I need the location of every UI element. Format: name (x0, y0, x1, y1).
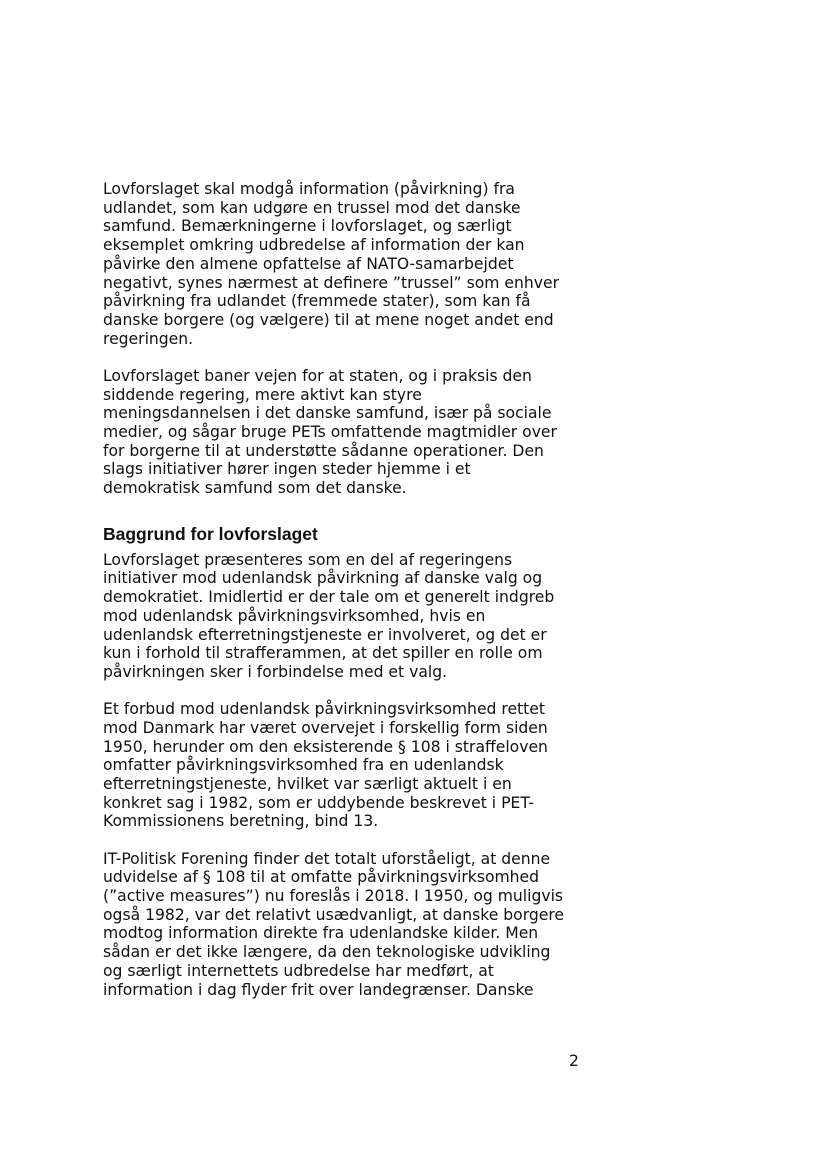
text-line: Kommissionens beretning, bind 13. (103, 812, 379, 831)
paragraph (103, 367, 583, 498)
text-line: demokratiet. Imidlertid er der tale om et generelt indgreb (103, 588, 555, 607)
paragraph (103, 180, 583, 348)
text-line: Lovforslaget skal modgå information (påvirkning) fra (103, 180, 515, 198)
text-line: negativt, synes nærmest at definere ”trussel” som enhver (103, 273, 559, 292)
text-line: regeringen. (103, 329, 194, 348)
text-line: demokratisk samfund som det danske. (103, 479, 407, 498)
text-line: eksemplet omkring udbredelse af information der kan (103, 236, 525, 255)
text-line: danske borgere (og vælgere) til at mene noget andet end (103, 310, 554, 329)
text-line: meningsdannelsen i det danske samfund, især på sociale (103, 404, 552, 423)
text-line: IT-Politisk Forening finder det totalt uforståeligt, at denne (103, 849, 551, 868)
paragraph (103, 700, 583, 831)
text-line: slags initiativer hører ingen steder hjemme i et (103, 460, 471, 479)
text-line: omfatter påvirkningsvirksomhed fra en udenlandsk (103, 756, 504, 775)
text-line: udvidelse af § 108 til at omfatte påvirkningsvirksomhed (103, 868, 540, 887)
text-line: og særligt internettets udbredelse har medført, at (103, 961, 494, 980)
text-line: mod udenlandsk påvirkningsvirksomhed, hvis en (103, 606, 486, 625)
text-line: påvirke den almene opfattelse af NATO-samarbejdet (103, 254, 514, 273)
section-heading: Baggrund for lovforslaget (103, 523, 318, 544)
text-line: siddende regering, mere aktivt kan styre (103, 385, 422, 404)
text-line: udlandet, som kan udgøre en trussel mod det danske (103, 198, 521, 217)
text-line: medier, og sågar bruge PETs omfattende magtmidler over (103, 422, 557, 441)
paragraph (103, 850, 583, 1000)
text-line: samfund. Bemærkningerne i lovforslaget, og særligt (103, 217, 512, 236)
text-line: for borgerne til at understøtte sådanne operationer. Den (103, 441, 544, 460)
text-line: information i dag flyder frit over landegrænser. Danske (103, 980, 534, 999)
text-line: 1950, herunder om den eksisterende § 108 i straffeloven (103, 737, 548, 756)
text-line: påvirkning fra udlandet (fremmede stater), som kan få (103, 292, 531, 311)
text-line: mod Danmark har været overvejet i forskellig form siden (103, 718, 548, 737)
text-line: Et forbud mod udenlandsk påvirkningsvirksomhed rettet (103, 700, 545, 719)
text-line: sådan er det ikke længere, da den teknologiske udvikling (103, 943, 551, 962)
page-number: 2 (569, 1052, 579, 1070)
text-line: påvirkningen sker i forbindelse med et valg. (103, 662, 448, 681)
text-line: efterretningstjeneste, hvilket var særligt aktuelt i en (103, 774, 512, 793)
text-line: udenlandsk efterretningstjeneste er involveret, og det er (103, 625, 547, 644)
text-line: også 1982, var det relativt usædvanligt, at danske borgere (103, 905, 565, 924)
document-body (103, 180, 583, 1018)
text-line: Lovforslaget præsenteres som en del af regeringens (103, 550, 513, 569)
paragraph (103, 551, 583, 682)
text-line: (”active measures”) nu foreslås i 2018. I 1950, og muligvis (103, 887, 564, 905)
text-line: modtog information direkte fra udenlandske kilder. Men (103, 924, 539, 943)
text-line: kun i forhold til strafferammen, at det spiller en rolle om (103, 644, 543, 663)
text-line: initiativer mod udenlandsk påvirkning af danske valg og (103, 569, 543, 588)
text-line: Lovforslaget baner vejen for at staten, og i praksis den (103, 366, 532, 385)
text-line: konkret sag i 1982, som er uddybende beskrevet i PET- (103, 793, 535, 812)
